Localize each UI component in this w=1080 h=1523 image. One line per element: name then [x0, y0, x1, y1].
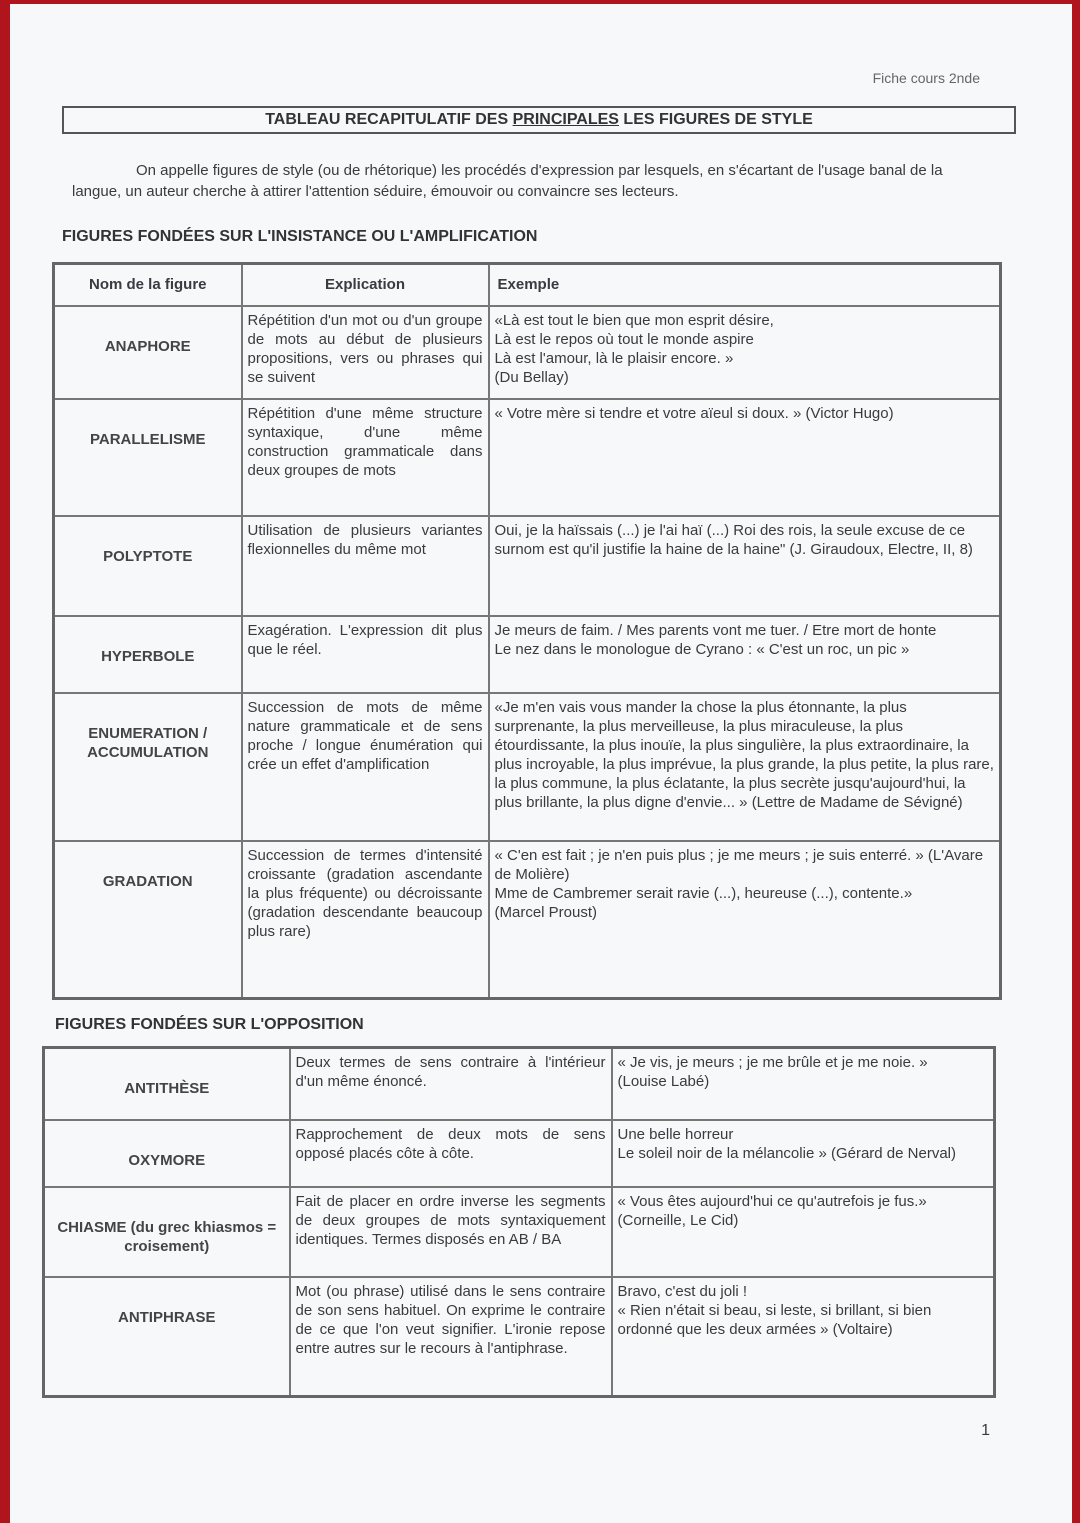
figure-name: CHIASME (du grec khiasmos = croisement): [44, 1187, 290, 1277]
figure-example: Une belle horreur Le soleil noir de la mélancolie » (Gérard de Nerval): [612, 1120, 995, 1187]
figure-name: POLYPTOTE: [54, 516, 242, 616]
header-exemple: Exemple: [489, 264, 1001, 306]
figure-example: « Votre mère si tendre et votre aïeul si doux. » (Victor Hugo): [489, 399, 1001, 516]
table-row: [54, 516, 1001, 616]
title-part: TABLEAU RECAPITULATIF DES: [265, 111, 513, 128]
table-row: [54, 306, 1001, 399]
figure-explication: Exagération. L'expression dit plus que le réel.: [242, 616, 489, 693]
figure-explication: Succession de termes d'intensité croissante (gradation ascendante la plus fréquente) ou décroissante (gradation descendante beaucoup plus rare): [242, 841, 489, 999]
opposition-table: [42, 1046, 996, 1398]
figure-example: «Là est tout le bien que mon esprit désire, Là est le repos où tout le monde aspire Là est l'amour, là le plaisir encore. » (Du Bellay): [489, 306, 1001, 399]
figure-example: « Vous êtes aujourd'hui ce qu'autrefois je fus.» (Corneille, Le Cid): [612, 1187, 995, 1277]
page-number: 1: [981, 1422, 990, 1439]
figure-name: OXYMORE: [44, 1120, 290, 1187]
figure-explication: Deux termes de sens contraire à l'intérieur d'un même énoncé.: [290, 1048, 612, 1120]
table-row: [44, 1048, 995, 1120]
table-row: [54, 693, 1001, 841]
figure-name: PARALLELISME: [54, 399, 242, 516]
figure-explication: Répétition d'une même structure syntaxique, d'une même construction grammaticale dans deux groupes de mots: [242, 399, 489, 516]
section-title-opposition: FIGURES FONDÉES SUR L'OPPOSITION: [55, 1016, 364, 1033]
table-header-row: [54, 264, 1001, 306]
table-row: [44, 1120, 995, 1187]
figure-example: Oui, je la haïssais (...) je l'ai haï (...) Roi des rois, la seule excuse de ce surnom est qu'il justifie la haine de la haine" (J. Giraudoux, Electre, II, 8): [489, 516, 1001, 616]
title-part: LES FIGURES DE STYLE: [618, 111, 813, 128]
figure-name: HYPERBOLE: [54, 616, 242, 693]
table-row: [54, 616, 1001, 693]
figure-explication: Succession de mots de même nature grammaticale et de sens proche / longue énumération qui crée un effet d'amplification: [242, 693, 489, 841]
title-underlined: PRINCIPALES: [512, 111, 619, 128]
figure-explication: Rapprochement de deux mots de sens opposé placés côte à côte.: [290, 1120, 612, 1187]
figure-explication: Utilisation de plusieurs variantes flexionnelles du même mot: [242, 516, 489, 616]
table-row: [44, 1187, 995, 1277]
figure-explication: Fait de placer en ordre inverse les segments de deux groupes de mots syntaxiquement identiques. Termes disposés en AB / BA: [290, 1187, 612, 1277]
figure-explication: Mot (ou phrase) utilisé dans le sens contraire de son sens habituel. On exprime le contraire de ce que l'on veut signifier. L'ironie repose entre autres sur le recours à l'antiphrase.: [290, 1277, 612, 1397]
section-title-amplification: FIGURES FONDÉES SUR L'INSISTANCE OU L'AMPLIFICATION: [62, 228, 538, 245]
figure-example: « C'en est fait ; je n'en puis plus ; je me meurs ; je suis enterré. » (L'Avare de Molière) Mme de Cambremer serait ravie (...), heureuse (...), contente.» (Marcel Proust): [489, 841, 1001, 999]
figure-name: GRADATION: [54, 841, 242, 999]
figure-name: ANTITHÈSE: [44, 1048, 290, 1120]
figure-name: ENUMERATION / ACCUMULATION: [54, 693, 242, 841]
figure-example: Je meurs de faim. / Mes parents vont me tuer. / Etre mort de honte Le nez dans le monologue de Cyrano : « C'est un roc, un pic »: [489, 616, 1001, 693]
header-name: Nom de la figure: [54, 264, 242, 306]
table-row: [54, 841, 1001, 999]
amplification-table: [52, 262, 1002, 1000]
document-title: [62, 106, 1016, 134]
figure-name: ANTIPHRASE: [44, 1277, 290, 1397]
intro-paragraph: On appelle figures de style (ou de rhétorique) les procédés d'expression par lesquels, en s'écartant de l'usage banal de la langue, un auteur cherche à attirer l'attention séduire, émouvoir ou convaincre ses lecteurs.: [72, 162, 943, 200]
figure-explication: Répétition d'un mot ou d'un groupe de mots au début de plusieurs propositions, vers ou phrases qui se suivent: [242, 306, 489, 399]
figure-example: Bravo, c'est du joli ! « Rien n'était si beau, si leste, si brillant, si bien ordonné que les deux armées » (Voltaire): [612, 1277, 995, 1397]
figure-name: ANAPHORE: [54, 306, 242, 399]
table-row: [44, 1277, 995, 1397]
course-label: Fiche cours 2nde: [872, 70, 980, 86]
figure-example: «Je m'en vais vous mander la chose la plus étonnante, la plus surprenante, la plus merveilleuse, la plus miraculeuse, la plus étourdissante, la plus inouïe, la plus singulière, la plus extraordinaire, la plus incroyable, la plus imprévue, la plus grande, la plus petite, la plus rare, la plus commune, la plus éclatante, la plus secrète jusqu'aujourd'hui, la plus brillante, la plus digne d'envie... » (Lettre de Madame de Sévigné): [489, 693, 1001, 841]
figure-example: « Je vis, je meurs ; je me brûle et je me noie. » (Louise Labé): [612, 1048, 995, 1120]
table-row: [54, 399, 1001, 516]
header-explication: Explication: [242, 264, 489, 306]
